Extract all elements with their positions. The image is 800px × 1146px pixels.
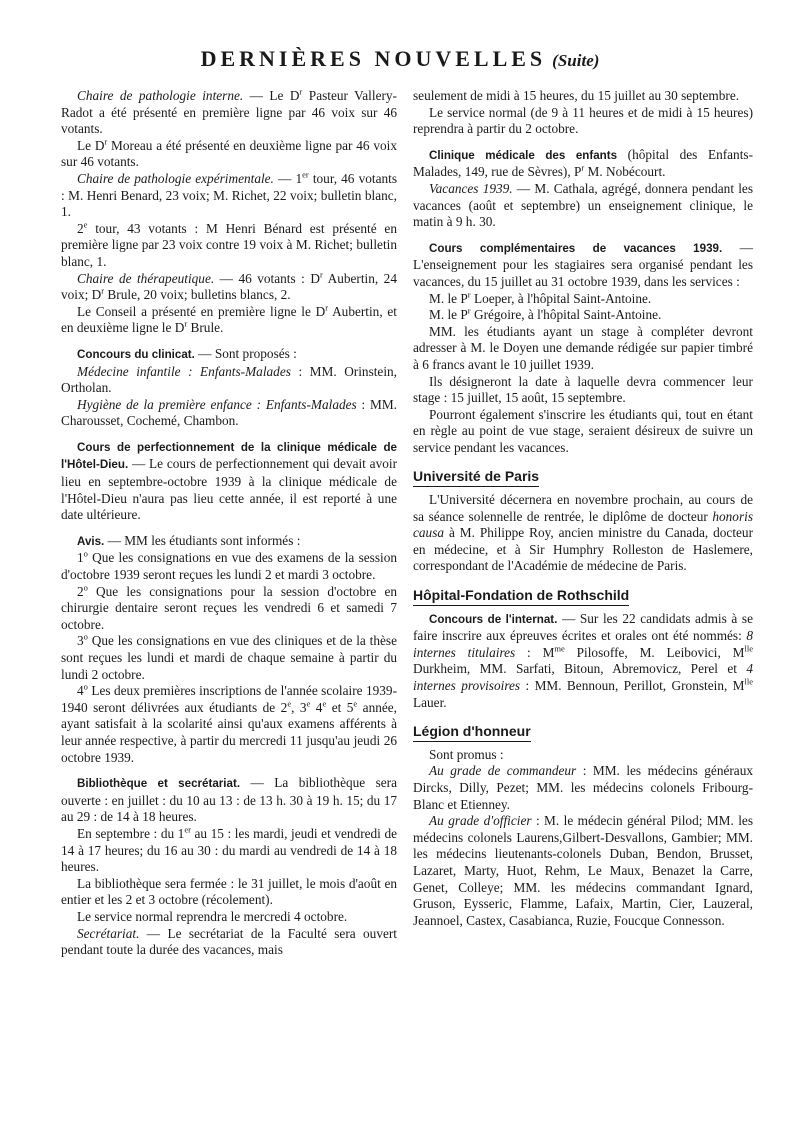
label: Secrétariat. — [77, 925, 140, 941]
sup: lle — [744, 643, 753, 654]
sup: er — [302, 169, 309, 180]
label: Vacances 1939. — [429, 180, 513, 196]
sup: r — [319, 269, 323, 280]
paragraph-moreau — [61, 138, 397, 171]
text: M. Nobécourt. — [584, 164, 666, 180]
paragraph-perfectionnement — [61, 439, 397, 524]
paragraph-therapeutique — [61, 271, 397, 304]
text: M. le P — [429, 307, 468, 323]
text: tour, 43 votants : M Henri Bénard est présenté en première ligne par 23 voix contre 19 voix à M. Richet; bulletin blanc, 1. — [61, 220, 397, 269]
text: — Le secrétariat de la Faculté sera ouvert pendant toute la durée des vacances, mais — [61, 925, 397, 958]
paragraph-pathologie-experimentale — [61, 171, 397, 221]
section-heading: Université de Paris — [413, 468, 539, 487]
text: Aubertin, et en deuxième ligne le D — [61, 303, 397, 336]
paragraph-fermee: La bibliothèque sera fermée : le 31 juillet, le mois d'août en entier et les 2 et 3 octobre (récolement). — [61, 875, 397, 908]
paragraph-secretariat — [61, 926, 397, 959]
text: — L'enseignement pour les stagiaires sera organisé pendant les vacances, du 15 juillet au 31 octobre 1939, dans les services : — [413, 239, 753, 289]
text: Grégoire, à l'hôpital Saint-Antoine. — [470, 307, 662, 323]
text-italic: 8 internes titulaires — [413, 628, 753, 660]
text: En septembre : du 1 — [77, 825, 185, 841]
paragraph-inscrire: Pourront également s'inscrire les étudiants qui, tout en étant en règle au point de vue stage, seraient désireux de suivre un service pendant les vacances. — [413, 406, 753, 455]
sup: o — [83, 631, 88, 642]
sup: r — [581, 162, 585, 173]
paragraph-bibliotheque — [61, 775, 397, 826]
sup: r — [104, 136, 108, 147]
text: Que les consignations en vue des cliniques et de la thèse sont reçues les lundi et mardi de chaque semaine à partir du lundi 2 octobre. — [61, 633, 397, 682]
text: — MM les étudiants sont informés : — [104, 532, 301, 548]
text: — 1 — [273, 170, 303, 186]
text: (hôpital des Enfants-Malades, 149, rue de Sèvres), P — [413, 146, 753, 180]
text: 3 — [77, 633, 84, 649]
heading: Cours complémentaires de vacances 1939. — [429, 241, 723, 255]
heading: Concours de l'internat. — [429, 612, 558, 626]
section-universite — [413, 468, 753, 575]
paragraph-reprendra: Le service normal reprendra le mercredi 4 octobre. — [77, 908, 348, 924]
text: 1 — [77, 550, 84, 566]
text: — Le cours de perfectionnement qui devait avoir lieu en septembre-octobre 1939 à la clinique médicale de l'Hôtel-Dieu n'aura pas lieu cette année, il est reporté à une date ultérieure. — [61, 456, 397, 523]
sup: e — [287, 698, 292, 709]
text: — M. Cathala, agrégé, donnera pendant les vacances (août et septembre) un enseignement clinique, le matin à 9 h. 30. — [413, 180, 754, 230]
text: 2 — [77, 583, 84, 599]
sup: er — [184, 824, 191, 835]
text: — Le D — [243, 88, 300, 103]
paragraph-service-normal: Le service normal (de 9 à 11 heures et de midi à 15 heures) reprendra à partir du 2 octobre. — [413, 104, 753, 137]
paragraph-septembre — [61, 826, 397, 876]
label: Hygiène de la première enfance : Enfants-Malades — [77, 396, 357, 412]
text: Aubertin, 24 voix; D — [61, 270, 397, 303]
text: : MM. les médecins généraux Dircks, Dilly, Pezet; MM. les médecins colonels Fribourg-Blanc et Etienney. — [413, 763, 753, 812]
title-text: DERNIÈRES NOUVELLES — [200, 46, 547, 71]
heading: Cours de perfectionnement de la clinique médicale de l'Hôtel-Dieu. — [61, 440, 397, 472]
paragraph-clinique-enfants — [413, 147, 753, 181]
paragraph-internat — [413, 611, 753, 712]
page-title — [0, 46, 800, 72]
sup: r — [325, 302, 329, 313]
left-column — [61, 88, 397, 959]
text: Brule. — [187, 320, 224, 336]
paragraph-stage: MM. les étudiants ayant un stage à compléter devront adresser à M. le Doyen une demande rédigée sur papier timbré à 6 francs avant le 10 juillet 1939. — [413, 323, 753, 372]
paragraph-clinicat — [61, 346, 397, 364]
sup: lle — [744, 676, 754, 687]
heading: Concours du clinicat. — [77, 347, 195, 361]
paragraph-avis-4 — [61, 683, 397, 766]
sup: r — [299, 86, 303, 97]
sup: me — [554, 643, 565, 654]
sup: o — [83, 582, 88, 593]
text: Loeper, à l'hôpital Saint-Antoine. — [470, 290, 652, 306]
text: 4 — [310, 699, 323, 715]
text: Que les consignations pour la session d'octobre en chirurgie dentaire seront reçues les vendredi 6 et samedi 7 octobre. — [61, 583, 397, 632]
text-italic: honoris causa — [413, 508, 753, 541]
text: Lauer. — [413, 694, 447, 710]
text-italic: 4 internes provisoires — [413, 661, 753, 693]
heading: Clinique médicale des enfants — [429, 148, 618, 162]
section-heading: Hôpital-Fondation de Rothschild — [413, 587, 629, 606]
title-suite: (Suite) — [552, 51, 600, 70]
paragraph-pathologie-interne — [61, 88, 397, 138]
text: M. le P — [429, 290, 468, 306]
paragraph-cours-complementaires — [413, 240, 753, 291]
section-heading: Légion d'honneur — [413, 723, 531, 742]
paragraph-promus: Sont promus : — [429, 746, 504, 762]
text: 2 — [77, 220, 84, 236]
text: : MM. Orinstein, Ortholan. — [61, 363, 398, 396]
label: Chaire de pathologie interne. — [77, 88, 244, 103]
text: Les deux premières inscriptions de l'année scolaire 1939-1940 seront délivrées aux étudiants de 2 — [61, 683, 397, 715]
section-rothschild — [413, 587, 753, 711]
paragraph-medecine-infantile — [61, 364, 397, 397]
text: Moreau a été présenté en deuxième ligne par 46 voix sur 46 votants. — [61, 137, 397, 170]
label: Chaire de thérapeutique. — [77, 270, 215, 286]
text: Brule, 20 voix; bulletins blancs, 2. — [104, 287, 291, 303]
text: année, ayant satisfait à la scolarité ainsi qu'aux examens afférents à leur année respective, à partir du mercredi 11 jusqu'au jeudi 26 octobre 1939. — [61, 699, 397, 765]
text: Que les consignations en vue des examens de la session d'octobre 1939 seront reçues les lundi 2 et mardi 3 octobre. — [61, 550, 397, 583]
paragraph-universite — [413, 492, 753, 575]
sup: r — [467, 289, 471, 300]
sup: e — [83, 219, 88, 230]
label: Au grade de commandeur — [429, 763, 577, 779]
section-legion — [413, 723, 753, 929]
paragraph-hygiene — [61, 397, 397, 430]
sup: r — [101, 285, 105, 296]
paragraph-gregoire — [413, 307, 753, 324]
text: L'Université décernera en novembre prochain, au cours de sa séance solennelle de rentrée, le diplôme de docteur — [413, 492, 753, 524]
text: Durkheim, MM. Sarfati, Bitoun, Abremovicz, Perel et — [413, 661, 747, 677]
text: : M — [515, 644, 555, 660]
label: Médecine infantile : Enfants-Malades — [77, 363, 291, 379]
text: Pilosoffe, M. Leibovici, M — [564, 644, 745, 660]
text: — 46 votants : D — [214, 270, 320, 286]
label: Chaire de pathologie expérimentale. — [77, 170, 274, 186]
text: à M. Philippe Roy, ancien ministre du Canada, docteur en médecine, et à Sir Humphry Rolleston de Haslemere, correspondant de l'Académie de médecine de Paris. — [413, 525, 753, 574]
text: : M. le médecin général Pilod; MM. les médecins colonels Laurens,Gilbert-Desvallons, Gambier; MM. les médecins lieutenants-colonels Duban, Bendon, Brusset, Lazaret, Marty, Huot, Rehm, Le Maux, Benazet la Carre, Genet, Colleye; MM. les médecins commandant Ignard, Gruson, Eysseric, Flamme, Lafaix, Martin, Cier, Lauzeral, Jeannoel, Castex, Casabianca, Ruzie, Foucque Connesson. — [413, 813, 753, 928]
paragraph-avis-1 — [61, 550, 397, 583]
paragraph-avis — [61, 533, 397, 551]
text: — Sur les 22 candidats admis à se faire inscrire aux épreuves écrites et orales ont été nommés: — [413, 610, 753, 644]
paragraph-vacances — [413, 181, 753, 231]
sup: e — [322, 698, 327, 709]
paragraph-commandeur — [413, 763, 753, 813]
heading: Avis. — [77, 534, 105, 548]
paragraph-officier — [413, 813, 753, 929]
paragraph-loeper — [413, 291, 753, 308]
text: 4 — [77, 683, 84, 699]
text: — La bibliothèque sera ouverte : en juillet : du 10 au 13 : de 13 h. 30 à 19 h. 15; du 17 au 29 : de 14 à 18 heures. — [61, 775, 398, 825]
text: : MM. Charousset, Cochemé, Chambon. — [61, 396, 397, 429]
heading: Bibliothèque et secrétariat. — [77, 777, 241, 791]
sup: o — [83, 681, 88, 692]
label: Au grade d'officier — [429, 813, 532, 829]
sup: o — [83, 549, 88, 560]
paragraph-avis-3 — [61, 633, 397, 683]
paragraph-date-stage: Ils désigneront la date à laquelle devra commencer leur stage : 15 juillet, 15 août, 15 septembre. — [413, 373, 753, 406]
text: — Sont proposés : — [194, 345, 297, 361]
text: Le D — [77, 137, 105, 153]
sup: e — [353, 698, 358, 709]
text: Pasteur Vallery-Radot a été présenté en première ligne par 46 voix sur 46 votants. — [61, 88, 397, 137]
right-column — [413, 88, 753, 929]
text: et 5 — [326, 699, 354, 715]
text: au 15 : les mardi, jeudi et vendredi de 14 à 17 heures; du 16 au 30 : du mardi au vendredi de 14 à 18 heures. — [61, 825, 397, 875]
paragraph-avis-2 — [61, 584, 397, 634]
sup: r — [184, 318, 188, 329]
paragraph-conseil — [61, 304, 397, 337]
paragraph-second-tour — [61, 221, 397, 271]
text: Le Conseil a présenté en première ligne le D — [77, 303, 326, 319]
sup: e — [306, 698, 311, 709]
paragraph-continuation: seulement de midi à 15 heures, du 15 juillet au 30 septembre. — [413, 88, 740, 103]
sup: r — [467, 305, 471, 316]
text: , 3 — [291, 699, 307, 715]
text: tour, 46 votants : M. Henri Benard, 23 voix; M. Richet, 22 voix; bulletin blanc, 1. — [61, 170, 397, 220]
text: : MM. Bennoun, Perillot, Gronstein, M — [520, 678, 745, 693]
